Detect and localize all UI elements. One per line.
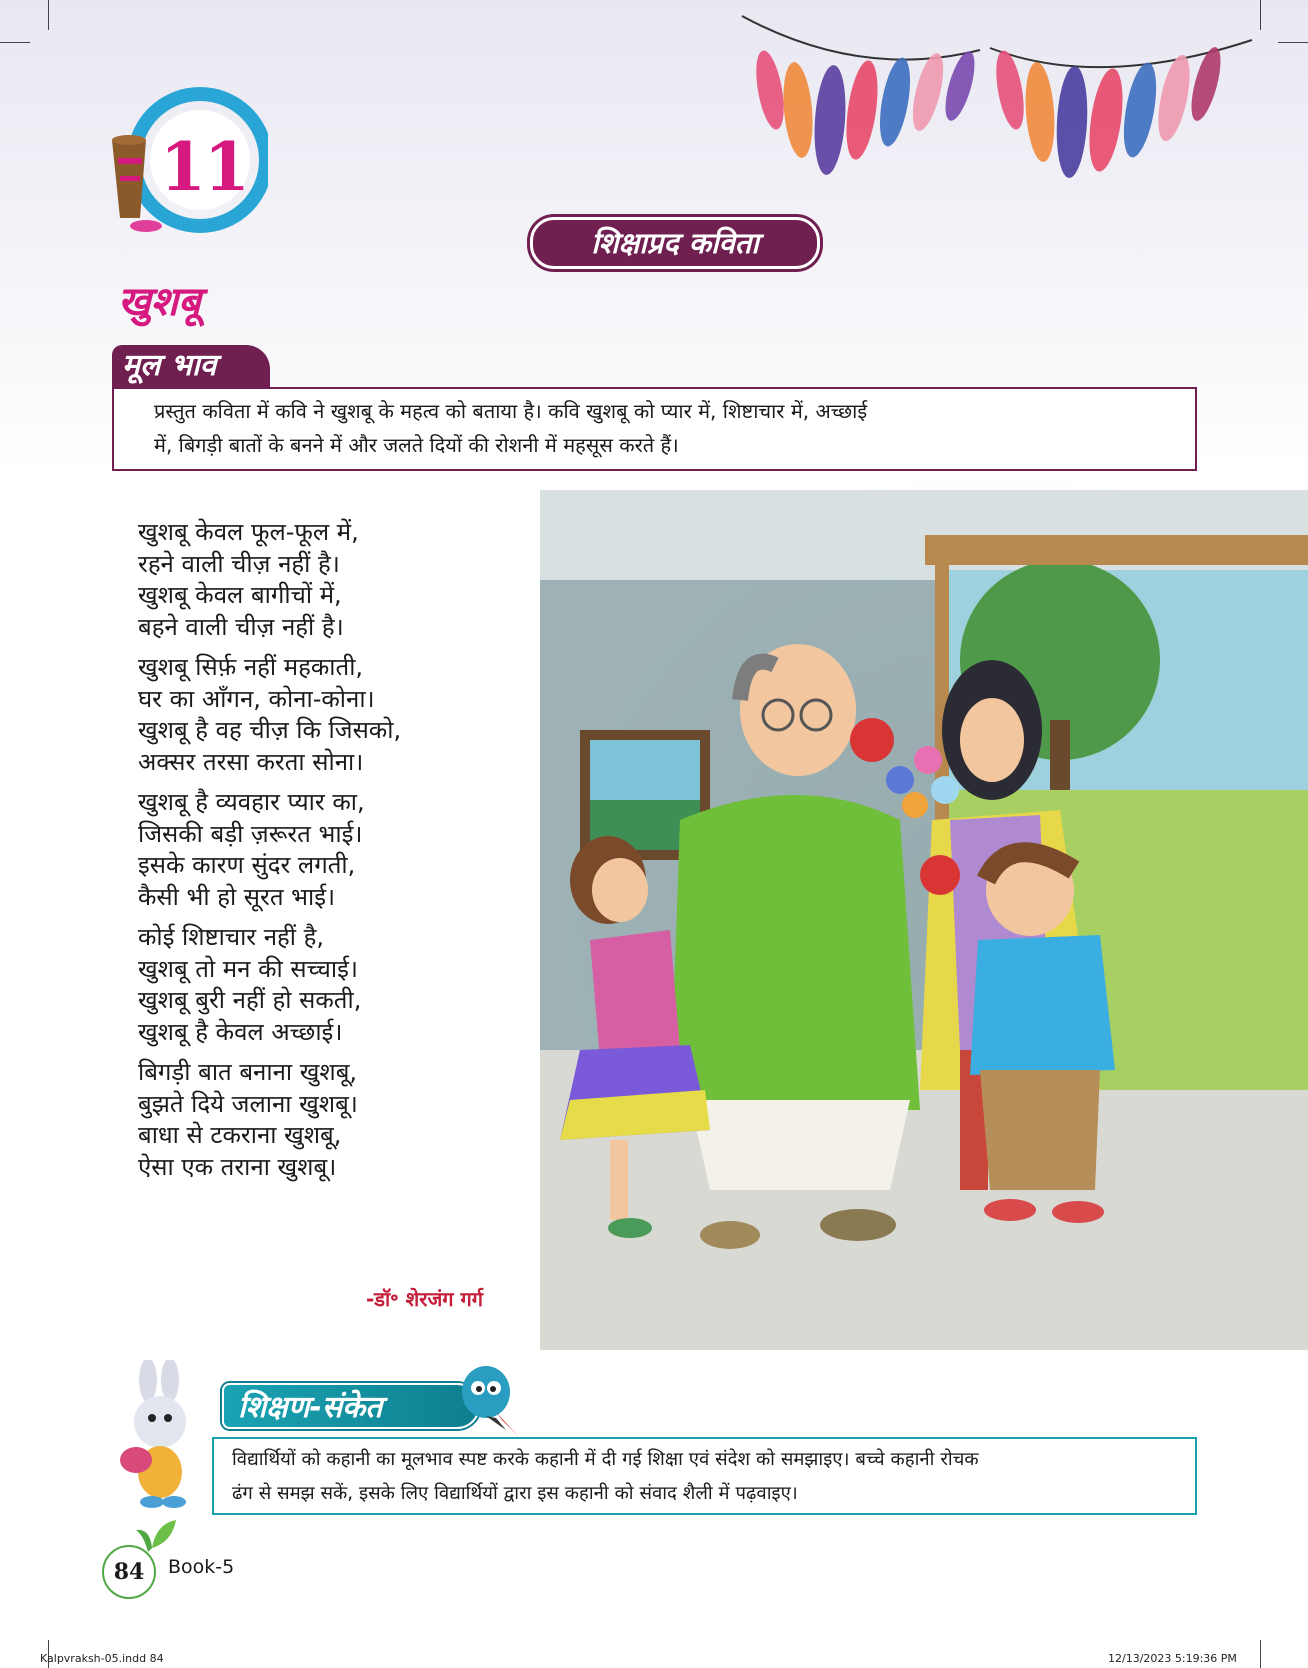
print-file-label: Kalpvraksh-05.indd 84	[40, 1652, 164, 1665]
poem-line: अक्सर तरसा करता सोना।	[138, 747, 364, 776]
poem-line: जिसकी बड़ी ज़रूरत भाई।	[138, 819, 363, 848]
summary-heading: मूल भाव	[112, 345, 270, 387]
page-number: 84	[102, 1545, 156, 1599]
poem-line: ऐसा एक तराना खुशबू।	[138, 1152, 337, 1181]
poem-line: खुशबू केवल बागीचों में,	[138, 581, 342, 609]
poem-line: खुशबू है वह चीज़ कि जिसको,	[138, 716, 402, 744]
summary-line: प्रस्तुत कविता में कवि ने खुशबू के महत्व को बताया है। कवि खुशबू को प्यार में, शिष्टाचार में, अच्छाई	[154, 399, 868, 423]
poem-line: बुझते दिये जलाना खुशबू।	[138, 1089, 358, 1118]
family-illustration	[540, 490, 1308, 1350]
chapter-number: 11	[160, 128, 248, 206]
pencil-mascot-icon	[456, 1360, 526, 1440]
poem	[138, 517, 578, 1192]
poem-stanza	[138, 787, 578, 913]
summary-line: में, बिगड़ी बातों के बनने में और जलते दियों की रोशनी में महसूस करते हैं।	[154, 433, 679, 457]
poem-line: रहने वाली चीज़ नहीं है।	[138, 549, 340, 578]
poem-stanza	[138, 1057, 578, 1183]
feather-garland-decoration	[740, 10, 1260, 220]
poem-stanza	[138, 922, 578, 1048]
poem-line: खुशबू बुरी नहीं हो सकती,	[138, 986, 362, 1014]
genre-label: शिक्षाप्रद कविता	[530, 217, 820, 269]
rabbit-mascot-icon	[110, 1360, 210, 1510]
crop-mark	[1260, 1640, 1261, 1668]
print-timestamp: 12/13/2023 5:19:36 PM	[1108, 1652, 1237, 1665]
teaching-hint-line: विद्यार्थियों को कहानी का मूलभाव स्पष्ट करके कहानी में दी गई शिक्षा एवं संदेश को समझाइए। बच्चे कहानी रोचक	[232, 1449, 979, 1470]
page-title: खुशबू	[118, 279, 201, 325]
crop-mark	[1278, 42, 1308, 43]
poem-line: इसके कारण सुंदर लगती,	[138, 851, 356, 879]
poem-line: कोई शिष्टाचार नहीं है,	[138, 923, 325, 951]
poem-line: बाधा से टकराना खुशबू,	[138, 1121, 342, 1149]
summary-box	[112, 387, 1197, 471]
poem-line: खुशबू तो मन की सच्चाई।	[138, 954, 358, 983]
crop-mark	[1260, 0, 1261, 30]
teaching-hint-box	[212, 1437, 1197, 1515]
crop-mark	[0, 42, 30, 43]
poem-line: बहने वाली चीज़ नहीं है।	[138, 612, 344, 641]
poem-stanza	[138, 517, 578, 643]
poem-line: खुशबू है व्यवहार प्यार का,	[138, 788, 365, 816]
crop-mark	[48, 0, 49, 30]
poem-line: घर का आँगन, कोना-कोना।	[138, 684, 375, 713]
poem-line: बिगड़ी बात बनाना खुशबू,	[138, 1058, 358, 1086]
teaching-hint-heading: शिक्षण-संकेत	[222, 1383, 480, 1429]
poem-stanza	[138, 652, 578, 778]
poem-line: कैसी भी हो सूरत भाई।	[138, 882, 336, 911]
poem-author: -डॉ॰ शेरजंग गर्ग	[366, 1287, 484, 1311]
teaching-hint-line: ढंग से समझ सकें, इसके लिए विद्यार्थियों द्वारा इस कहानी को संवाद शैली में पढ़वाइए।	[232, 1483, 798, 1504]
poem-line: खुशबू है केवल अच्छाई।	[138, 1017, 343, 1046]
book-label: Book-5	[168, 1556, 235, 1578]
poem-line: खुशबू सिर्फ़ नहीं महकाती,	[138, 653, 364, 681]
poem-line: खुशबू केवल फूल-फूल में,	[138, 518, 359, 546]
